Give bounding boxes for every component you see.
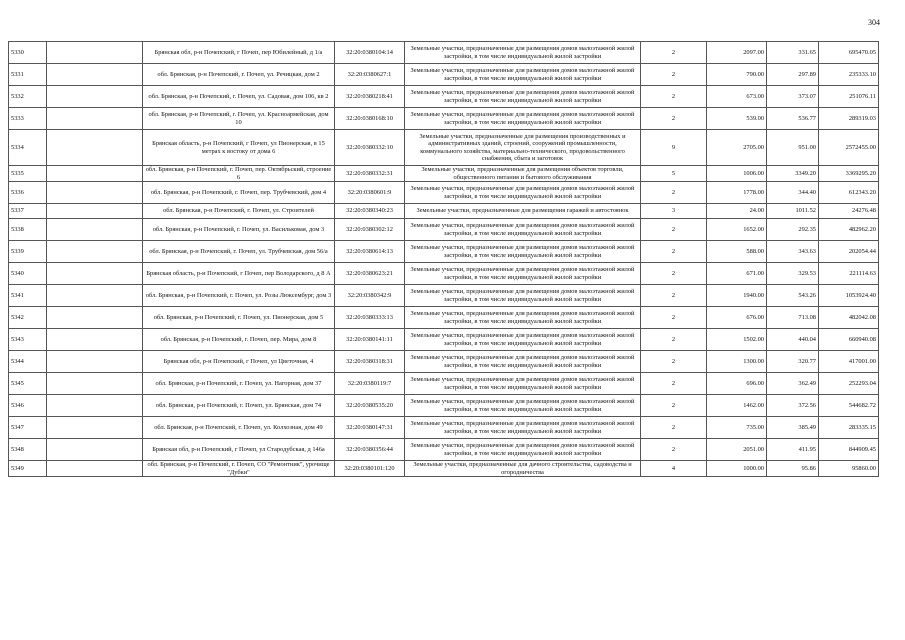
blank-cell xyxy=(47,108,143,130)
land-use-cell: Земельные участки, предназначенные для размещения домов малоэтажной жилой застройки, в том числе индивидуальной жилой застройки xyxy=(405,307,641,329)
category-cell: 2 xyxy=(641,86,707,108)
area-cell: 2705.00 xyxy=(707,130,767,166)
table-row xyxy=(9,130,879,166)
cadastral-number-cell: 32:20:0380141:11 xyxy=(335,329,405,351)
address-cell: обл. Брянская, р-н Почепский, г. Почеп, ул. Садовая, дом 106, кв 2 xyxy=(143,86,335,108)
row-number: 5342 xyxy=(9,307,47,329)
blank-cell xyxy=(47,461,143,477)
area-cell: 1502.00 xyxy=(707,329,767,351)
table-row xyxy=(9,219,879,241)
cadastral-number-cell: 32:20:0380104:14 xyxy=(335,42,405,64)
area-cell: 673.00 xyxy=(707,86,767,108)
cadastral-value-cell: 2572455.00 xyxy=(819,130,879,166)
land-use-cell: Земельные участки, предназначенные для размещения домов малоэтажной жилой застройки, в том числе индивидуальной жилой застройки xyxy=(405,329,641,351)
unit-value-cell: 951.00 xyxy=(767,130,819,166)
land-use-cell: Земельные участки, предназначенные для размещения домов малоэтажной жилой застройки, в том числе индивидуальной жилой застройки xyxy=(405,182,641,204)
unit-value-cell: 343.63 xyxy=(767,241,819,263)
cadastral-number-cell: 32:20:0380627:1 xyxy=(335,64,405,86)
table-row xyxy=(9,439,879,461)
cadastral-value-cell: 1053924.40 xyxy=(819,285,879,307)
cadastral-number-cell: 32:20:0380218:41 xyxy=(335,86,405,108)
area-cell: 1000.00 xyxy=(707,461,767,477)
address-cell: обл. Брянская, р-н Почепский, г. Почеп, ул. Красноармейская, дом 10 xyxy=(143,108,335,130)
unit-value-cell: 3349.20 xyxy=(767,166,819,182)
row-number: 5338 xyxy=(9,219,47,241)
area-cell: 1462.00 xyxy=(707,395,767,417)
land-use-cell: Земельные участки, предназначенные для размещения домов малоэтажной жилой застройки, в том числе индивидуальной жилой застройки xyxy=(405,417,641,439)
address-cell: Брянская обл, р-н Почепский, г Почеп, пер Юбилейный, д 1/а xyxy=(143,42,335,64)
cadastral-value-cell: 660940.08 xyxy=(819,329,879,351)
category-cell: 2 xyxy=(641,263,707,285)
address-cell: обл. Брянская, р-н Почепский, г. Почеп, ул. Речицкая, дом 2 xyxy=(143,64,335,86)
cadastral-value-cell: 289319.03 xyxy=(819,108,879,130)
category-cell: 2 xyxy=(641,241,707,263)
category-cell: 4 xyxy=(641,461,707,477)
category-cell: 3 xyxy=(641,204,707,219)
row-number: 5340 xyxy=(9,263,47,285)
land-use-cell: Земельные участки, предназначенные для размещения домов малоэтажной жилой застройки, в том числе индивидуальной жилой застройки xyxy=(405,86,641,108)
cadastral-number-cell: 32:20:0380318:31 xyxy=(335,351,405,373)
unit-value-cell: 362.49 xyxy=(767,373,819,395)
blank-cell xyxy=(47,182,143,204)
unit-value-cell: 297.89 xyxy=(767,64,819,86)
unit-value-cell: 543.26 xyxy=(767,285,819,307)
table-row xyxy=(9,263,879,285)
table-row xyxy=(9,42,879,64)
row-number: 5347 xyxy=(9,417,47,439)
cadastral-value-cell: 283335.15 xyxy=(819,417,879,439)
cadastral-number-cell: 32:20:0380342:9 xyxy=(335,285,405,307)
blank-cell xyxy=(47,64,143,86)
address-cell: обл. Брянская, р-н Почепский, г. Почеп, пер. Октябрьский, строение 6 xyxy=(143,166,335,182)
table-row xyxy=(9,307,879,329)
land-use-cell: Земельные участки, предназначенные для размещения домов малоэтажной жилой застройки, в том числе индивидуальной жилой застройки xyxy=(405,263,641,285)
area-cell: 1300.00 xyxy=(707,351,767,373)
category-cell: 2 xyxy=(641,42,707,64)
address-cell: обл. Брянская, р-н Почепский, г. Почеп, ул. Пионерская, дом 5 xyxy=(143,307,335,329)
table-row xyxy=(9,351,879,373)
category-cell: 2 xyxy=(641,417,707,439)
blank-cell xyxy=(47,219,143,241)
land-use-cell: Земельные участки, предназначенные для дачного строительства, садоводства и огородничества xyxy=(405,461,641,477)
area-cell: 1006.00 xyxy=(707,166,767,182)
cadastral-number-cell: 32:20:0380332:31 xyxy=(335,166,405,182)
cadastral-number-cell: 32:20:0380356:44 xyxy=(335,439,405,461)
table-row xyxy=(9,461,879,477)
area-cell: 676.00 xyxy=(707,307,767,329)
row-number: 5349 xyxy=(9,461,47,477)
address-cell: обл. Брянская, р-н Почепский, г. Почеп, пер. Трубчевский, дом 4 xyxy=(143,182,335,204)
address-cell: Брянская обл, р-н Почепский, г Почеп, ул Стародубская, д 146а xyxy=(143,439,335,461)
row-number: 5336 xyxy=(9,182,47,204)
address-cell: обл. Брянская, р-н Почепский, г. Почеп, СО "Ремонтник", урочище "Дубки" xyxy=(143,461,335,477)
blank-cell xyxy=(47,241,143,263)
blank-cell xyxy=(47,130,143,166)
address-cell: обл. Брянская, р-н Почепский, г. Почеп, пер. Мира, дом 8 xyxy=(143,329,335,351)
category-cell: 5 xyxy=(641,166,707,182)
blank-cell xyxy=(47,351,143,373)
unit-value-cell: 713.08 xyxy=(767,307,819,329)
area-cell: 588.00 xyxy=(707,241,767,263)
land-use-cell: Земельные участки, предназначенные для размещения домов малоэтажной жилой застройки, в том числе индивидуальной жилой застройки xyxy=(405,373,641,395)
unit-value-cell: 411.95 xyxy=(767,439,819,461)
row-number: 5331 xyxy=(9,64,47,86)
area-cell: 539.00 xyxy=(707,108,767,130)
category-cell: 9 xyxy=(641,130,707,166)
unit-value-cell: 329.53 xyxy=(767,263,819,285)
address-cell: обл. Брянская, р-н Почепский, г. Почеп, ул. Нагорная, дом 37 xyxy=(143,373,335,395)
area-cell: 1652.00 xyxy=(707,219,767,241)
table-row xyxy=(9,417,879,439)
blank-cell xyxy=(47,395,143,417)
cadastral-number-cell: 32:20:0380601:9 xyxy=(335,182,405,204)
category-cell: 2 xyxy=(641,395,707,417)
land-use-cell: Земельные участки, предназначенные для размещения домов малоэтажной жилой застройки, в том числе индивидуальной жилой застройки xyxy=(405,108,641,130)
cadastral-number-cell: 32:20:0380623:21 xyxy=(335,263,405,285)
cadastral-value-cell: 235333.10 xyxy=(819,64,879,86)
blank-cell xyxy=(47,204,143,219)
cadastral-value-cell: 24276.48 xyxy=(819,204,879,219)
table-row xyxy=(9,241,879,263)
land-use-cell: Земельные участки, предназначенные для размещения гаражей и автостоянок xyxy=(405,204,641,219)
address-cell: обл. Брянская, р-н Почепский, г. Почеп, ул. Васильковая, дом 3 xyxy=(143,219,335,241)
page-number: 304 xyxy=(868,18,880,27)
unit-value-cell: 95.86 xyxy=(767,461,819,477)
unit-value-cell: 331.65 xyxy=(767,42,819,64)
cadastral-value-cell: 252293.04 xyxy=(819,373,879,395)
cadastral-number-cell: 32:20:0380340:23 xyxy=(335,204,405,219)
cadastral-value-cell: 844909.45 xyxy=(819,439,879,461)
blank-cell xyxy=(47,86,143,108)
category-cell: 2 xyxy=(641,329,707,351)
row-number: 5332 xyxy=(9,86,47,108)
cadastral-number-cell: 32:20:0380614:13 xyxy=(335,241,405,263)
land-use-cell: Земельные участки, предназначенные для размещения домов малоэтажной жилой застройки, в том числе индивидуальной жилой застройки xyxy=(405,285,641,307)
cadastral-number-cell: 32:20:0380332:10 xyxy=(335,130,405,166)
table-row xyxy=(9,204,879,219)
land-use-cell: Земельные участки, предназначенные для размещения производственных и административных зданий, строений, сооружений промышленности, коммунального хозяйства, материально-технического, продовольственного снабжения, сбыта и заготовок xyxy=(405,130,641,166)
unit-value-cell: 344.40 xyxy=(767,182,819,204)
table-row xyxy=(9,373,879,395)
table-row xyxy=(9,64,879,86)
unit-value-cell: 1011.52 xyxy=(767,204,819,219)
cadastral-value-cell: 544682.72 xyxy=(819,395,879,417)
row-number: 5330 xyxy=(9,42,47,64)
blank-cell xyxy=(47,263,143,285)
cadastral-value-cell: 95860.00 xyxy=(819,461,879,477)
table-row xyxy=(9,182,879,204)
unit-value-cell: 372.56 xyxy=(767,395,819,417)
cadastral-number-cell: 32:20:0380119:7 xyxy=(335,373,405,395)
land-use-cell: Земельные участки, предназначенные для размещения домов малоэтажной жилой застройки, в том числе индивидуальной жилой застройки xyxy=(405,241,641,263)
address-cell: обл. Брянская, р-н Почепский, г. Почеп, ул. Строителей xyxy=(143,204,335,219)
address-cell: Брянская область, р-н Почепский, г Почеп, пер Володарского, д 8 А xyxy=(143,263,335,285)
blank-cell xyxy=(47,166,143,182)
unit-value-cell: 440.04 xyxy=(767,329,819,351)
area-cell: 1940.00 xyxy=(707,285,767,307)
unit-value-cell: 320.77 xyxy=(767,351,819,373)
address-cell: обл. Брянская, р-н Почепский, г. Почеп, ул. Колхозная, дом 49 xyxy=(143,417,335,439)
cadastral-value-cell: 482962.20 xyxy=(819,219,879,241)
row-number: 5339 xyxy=(9,241,47,263)
unit-value-cell: 373.07 xyxy=(767,86,819,108)
address-cell: обл. Брянская, р-н Почепский, г. Почеп, ул. Брянская, дом 74 xyxy=(143,395,335,417)
table-row xyxy=(9,285,879,307)
blank-cell xyxy=(47,439,143,461)
row-number: 5333 xyxy=(9,108,47,130)
cadastral-number-cell: 32:20:0380302:12 xyxy=(335,219,405,241)
row-number: 5348 xyxy=(9,439,47,461)
blank-cell xyxy=(47,307,143,329)
cadastral-value-cell: 202054.44 xyxy=(819,241,879,263)
area-cell: 2097.00 xyxy=(707,42,767,64)
row-number: 5344 xyxy=(9,351,47,373)
row-number: 5334 xyxy=(9,130,47,166)
category-cell: 2 xyxy=(641,351,707,373)
table-row xyxy=(9,108,879,130)
category-cell: 2 xyxy=(641,219,707,241)
area-cell: 790.00 xyxy=(707,64,767,86)
cadastral-value-cell: 612343.20 xyxy=(819,182,879,204)
land-use-cell: Земельные участки, предназначенные для размещения домов малоэтажной жилой застройки, в том числе индивидуальной жилой застройки xyxy=(405,395,641,417)
category-cell: 2 xyxy=(641,373,707,395)
category-cell: 2 xyxy=(641,108,707,130)
row-number: 5341 xyxy=(9,285,47,307)
row-number: 5343 xyxy=(9,329,47,351)
blank-cell xyxy=(47,285,143,307)
land-register-table xyxy=(8,41,879,477)
cadastral-number-cell: 32:20:0380101:120 xyxy=(335,461,405,477)
cadastral-value-cell: 695470.05 xyxy=(819,42,879,64)
table-row xyxy=(9,166,879,182)
area-cell: 1778.00 xyxy=(707,182,767,204)
table-row xyxy=(9,329,879,351)
category-cell: 2 xyxy=(641,64,707,86)
blank-cell xyxy=(47,417,143,439)
area-cell: 24.00 xyxy=(707,204,767,219)
land-use-cell: Земельные участки, предназначенные для размещения домов малоэтажной жилой застройки, в том числе индивидуальной жилой застройки xyxy=(405,219,641,241)
blank-cell xyxy=(47,373,143,395)
cadastral-value-cell: 417001.00 xyxy=(819,351,879,373)
category-cell: 2 xyxy=(641,285,707,307)
address-cell: обл. Брянская, р-н Почепский, г. Почеп, ул. Розы Люксембург, дом 3 xyxy=(143,285,335,307)
category-cell: 2 xyxy=(641,182,707,204)
land-use-cell: Земельные участки, предназначенные для размещения объектов торговли, общественного питания и бытового обслуживания xyxy=(405,166,641,182)
unit-value-cell: 536.77 xyxy=(767,108,819,130)
cadastral-value-cell: 482042.08 xyxy=(819,307,879,329)
area-cell: 696.00 xyxy=(707,373,767,395)
land-use-cell: Земельные участки, предназначенные для размещения домов малоэтажной жилой застройки, в том числе индивидуальной жилой застройки xyxy=(405,439,641,461)
cadastral-number-cell: 32:20:0380168:10 xyxy=(335,108,405,130)
blank-cell xyxy=(47,329,143,351)
cadastral-number-cell: 32:20:0380333:13 xyxy=(335,307,405,329)
address-cell: обл. Брянская, р-н Почепский, г. Почеп, ул. Трубчевская, дом 56/а xyxy=(143,241,335,263)
area-cell: 671.00 xyxy=(707,263,767,285)
category-cell: 2 xyxy=(641,307,707,329)
land-use-cell: Земельные участки, предназначенные для размещения домов малоэтажной жилой застройки, в том числе индивидуальной жилой застройки xyxy=(405,42,641,64)
address-cell: Брянская область, р-н Почепский, г Почеп, ул Пионерская, в 15 метрах к востоку от дома 6 xyxy=(143,130,335,166)
cadastral-number-cell: 32:20:0380147:31 xyxy=(335,417,405,439)
cadastral-value-cell: 3369295.20 xyxy=(819,166,879,182)
row-number: 5346 xyxy=(9,395,47,417)
address-cell: Брянская обл, р-н Почепский, г Почеп, ул Цветочная, 4 xyxy=(143,351,335,373)
cadastral-number-cell: 32:20:0380535:20 xyxy=(335,395,405,417)
blank-cell xyxy=(47,42,143,64)
row-number: 5337 xyxy=(9,204,47,219)
area-cell: 735.00 xyxy=(707,417,767,439)
unit-value-cell: 292.35 xyxy=(767,219,819,241)
land-use-cell: Земельные участки, предназначенные для размещения домов малоэтажной жилой застройки, в том числе индивидуальной жилой застройки xyxy=(405,351,641,373)
unit-value-cell: 385.49 xyxy=(767,417,819,439)
cadastral-value-cell: 251076.11 xyxy=(819,86,879,108)
row-number: 5335 xyxy=(9,166,47,182)
land-use-cell: Земельные участки, предназначенные для размещения домов малоэтажной жилой застройки, в том числе индивидуальной жилой застройки xyxy=(405,64,641,86)
cadastral-value-cell: 221114.63 xyxy=(819,263,879,285)
area-cell: 2051.00 xyxy=(707,439,767,461)
category-cell: 2 xyxy=(641,439,707,461)
row-number: 5345 xyxy=(9,373,47,395)
table-row xyxy=(9,395,879,417)
table-row xyxy=(9,86,879,108)
